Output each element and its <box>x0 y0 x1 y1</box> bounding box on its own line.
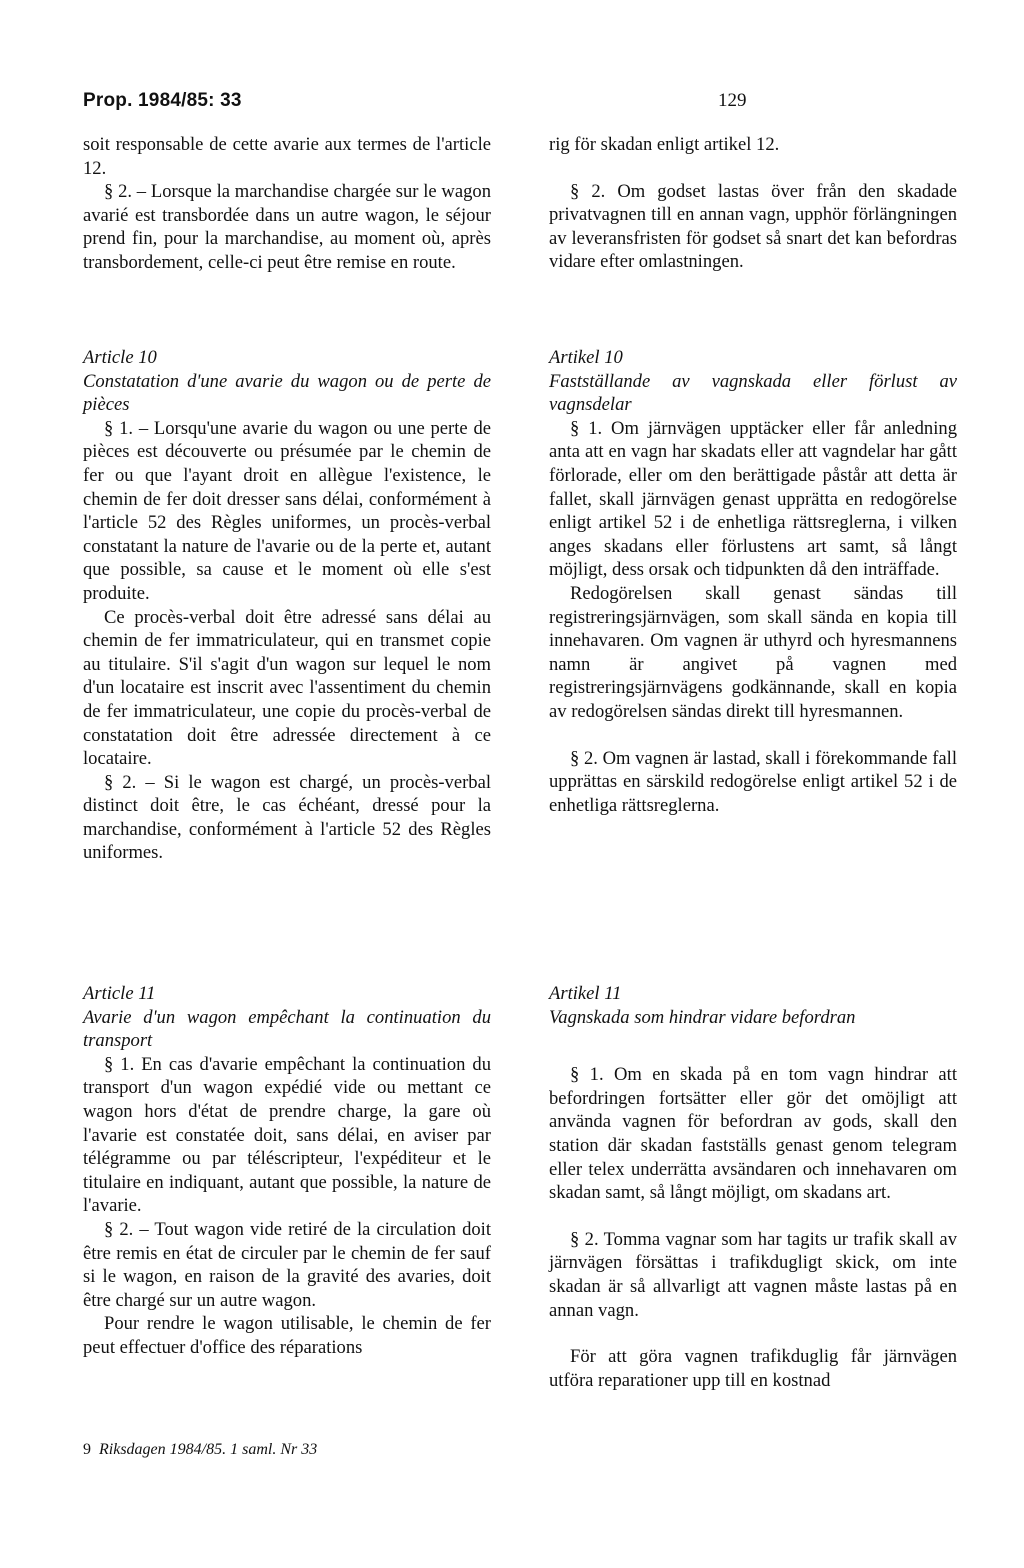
swedish-article-10 <box>549 346 957 817</box>
french-paragraph: § 2. – Si le wagon est chargé, un procès-verbal distinct doit être, le cas échéant, dressé pour la marchandise, conformément à l'article 52 des Règles uniformes. <box>83 771 491 864</box>
running-header: Prop. 1984/85: 33 <box>83 90 242 111</box>
french-article-11 <box>83 982 491 1360</box>
swedish-paragraph: § 2. Om godset lastas över från den skadade privatvagnen till en annan vagn, upphör förlängningen av leveransfristen för godset så snart det kan befordras vidare efter omlastningen. <box>549 180 957 273</box>
page-footer <box>83 1441 317 1459</box>
footer-reference: Riksdagen 1984/85. 1 saml. Nr 33 <box>99 1441 318 1458</box>
page-number: 129 <box>718 90 747 111</box>
french-paragraph: soit responsable de cette avarie aux termes de l'article 12. <box>83 134 491 179</box>
french-article-10 <box>83 346 491 865</box>
article-title: Constatation d'une avarie du wagon ou de perte de pièces <box>83 370 491 416</box>
french-paragraph: Ce procès-verbal doit être adressé sans délai au chemin de fer immatriculateur, qui en transmet copie au titulaire. S'il s'agit d'un wagon sur lequel le nom d'un locataire est inscrit avec l'assentiment du chemin de fer immatriculateur, une copie du procès-verbal de constatation doit être adressée directement à ce locataire. <box>83 606 491 770</box>
swedish-paragraph: § 1. Om järnvägen upptäcker eller får anledning anta att en vagn har skadats eller att vagndelar har gått förlorade, eller om den berättigade påstår att detta är fallet, skall järnvägen genast upprätta en redogörelse enligt artikel 52 i de enhetliga rättsreglerna, i vilken anges skadans eller förlustens art samt, så långt möjligt, dess orsak och tidpunkten då den inträffade. <box>549 417 957 581</box>
swedish-paragraph: Redogörelsen skall genast sändas till registreringsjärnvägen, som skall sända en kopia till innehavaren. Om vagnen är uthyrd och hyresmannens namn är angivet på vagnen med registreringsjärnvägens godkännande, skall en kopia av redogörelsen sändas direkt till hyresmannen. <box>549 582 957 722</box>
article-label: Article 10 <box>83 347 157 368</box>
article-title: Vagnskada som hindrar vidare befordran <box>549 1006 856 1028</box>
french-paragraph: § 1. – Lorsqu'une avarie du wagon ou une perte de pièces est découverte ou présumée par le chemin de fer ou que l'ayant droit en allègue l'existence, le chemin de fer doit dresser sans délai, conformément à l'article 52 des Règles uniformes, un procès-verbal constatant la nature de l'avarie ou de la perte et, autant que possible, sa cause et le moment où elle s'est produite. <box>83 417 491 604</box>
swedish-paragraph: rig för skadan enligt artikel 12. <box>549 134 780 155</box>
swedish-intro <box>549 133 957 274</box>
french-intro <box>83 133 491 275</box>
swedish-paragraph: § 2. Om vagnen är lastad, skall i förekommande fall upprättas en särskild redogörelse enligt artikel 52 i de enhetliga rättsreglerna. <box>549 747 957 816</box>
french-paragraph: Pour rendre le wagon utilisable, le chemin de fer peut effectuer d'office des réparations <box>83 1313 491 1358</box>
swedish-paragraph: § 1. Om en skada på en tom vagn hindrar att befordringen fortsätter eller gör det omöjligt att använda vagnen för befordran av gods, skall den station där skadan fastställs genast genom telegram eller telex underrätta avsändaren och innehavaren om skadan samt, så långt möjligt, om skadans art. <box>549 1064 957 1204</box>
article-label: Article 11 <box>83 983 156 1004</box>
swedish-article-11 <box>549 982 957 1392</box>
swedish-paragraph: För att göra vagnen trafikduglig får järnvägen utföra reparationer upp till en kostnad <box>549 1346 957 1391</box>
article-title: Avarie d'un wagon empêchant la continuation du transport <box>83 1006 491 1052</box>
swedish-paragraph: § 2. Tomma vagnar som har tagits ur trafik skall av järnvägen försättas i trafikdugligt skick, om inte skadan är så allvarligt att vagnen måste lastas på en annan vagn. <box>549 1228 957 1321</box>
article-title: Fastställande av vagnskada eller förlust av vagnsdelar <box>549 370 957 416</box>
article-label: Artikel 10 <box>549 347 623 368</box>
french-paragraph: § 2. – Tout wagon vide retiré de la circulation doit être remis en état de circuler par le chemin de fer sauf si le wagon, en raison de la gravité des avaries, doit être chargé sur un autre wagon. <box>83 1218 491 1311</box>
sheet-number: 9 <box>83 1441 91 1458</box>
article-label: Artikel 11 <box>549 983 622 1004</box>
french-paragraph: § 1. En cas d'avarie empêchant la continuation du transport d'un wagon expédié vide ou mettant ce wagon hors d'état de prendre charge, la gare où l'avarie est constatée doit, sans délai, en aviser par télégramme ou par téléscripteur, l'expéditeur et le titulaire en indiquant, autant que possible, la nature de l'avarie. <box>83 1053 491 1217</box>
french-paragraph: § 2. – Lorsque la marchandise chargée sur le wagon avarié est transbordée dans un autre wagon, le séjour prend fin, pour la marchandise, au moment où, après transbordement, celle-ci peut être remise en route. <box>83 181 491 273</box>
